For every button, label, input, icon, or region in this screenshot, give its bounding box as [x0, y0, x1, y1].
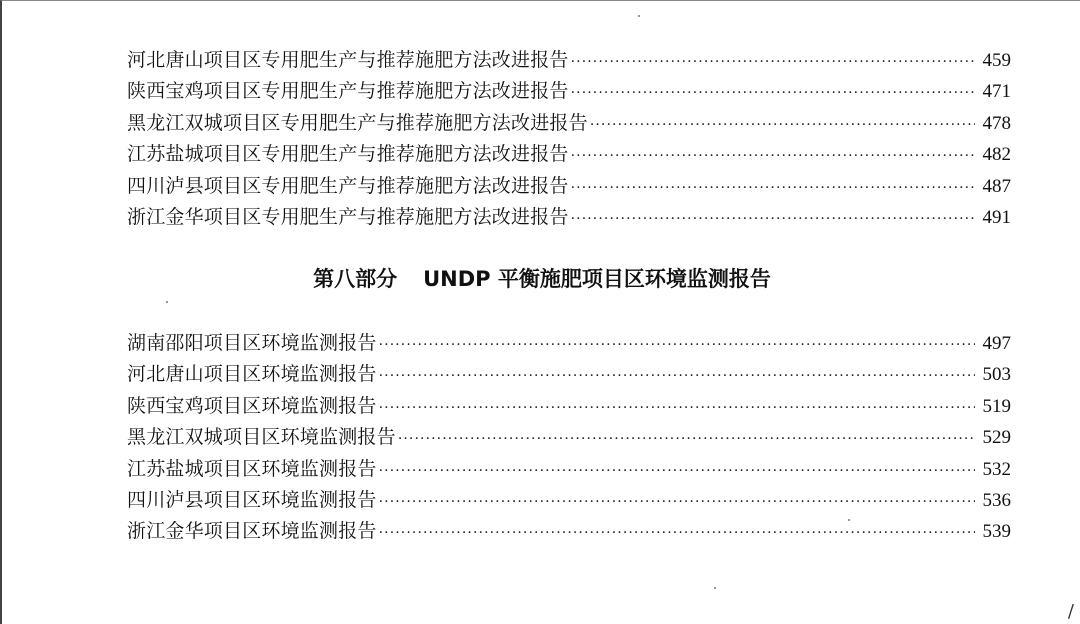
scan-speck: [714, 587, 716, 589]
toc-entry[interactable]: [127, 139, 1011, 170]
toc-page-number: 482: [982, 144, 1011, 166]
toc-entry[interactable]: [127, 202, 1011, 233]
toc-entry-title: 江苏盐城项目区专用肥生产与推荐施肥方法改进报告: [127, 143, 569, 166]
toc-entry-title: 陕西宝鸡项目区环境监测报告: [127, 394, 377, 417]
toc-page-number: 536: [982, 489, 1011, 511]
toc-entry-title: 河北唐山项目区专用肥生产与推荐施肥方法改进报告: [127, 49, 569, 71]
toc-dot-leader: [379, 456, 975, 487]
toc-dot-leader: [571, 141, 975, 172]
toc-page-number: 487: [982, 175, 1011, 197]
toc-entry-title: 河北唐山项目区环境监测报告: [127, 363, 377, 386]
toc-section-environment-reports: [127, 328, 1011, 548]
toc-entry-title: 浙江金华项目区专用肥生产与推荐施肥方法改进报告: [127, 205, 569, 228]
toc-entry[interactable]: [127, 422, 1011, 453]
scan-speck: [166, 301, 168, 303]
toc-entry[interactable]: [127, 391, 1011, 422]
toc-entry[interactable]: [127, 45, 1011, 76]
toc-dot-leader: [571, 47, 975, 78]
toc-dot-leader: [571, 204, 975, 235]
toc-page-number: 503: [982, 364, 1011, 386]
scan-speck: [848, 519, 850, 521]
part-number: 第八部分: [313, 267, 398, 291]
part-title: UNDP 平衡施肥项目区环境监测报告: [423, 267, 771, 291]
toc-page-number: 529: [982, 427, 1011, 449]
toc-page-number: 519: [982, 395, 1011, 417]
part-heading: [2, 264, 1080, 294]
toc-section-fertilizer-reports: [127, 45, 1011, 233]
toc-dot-leader: [379, 393, 975, 424]
toc-dot-leader: [571, 78, 975, 109]
scan-mark: /: [1067, 601, 1074, 622]
toc-page-number: 539: [982, 521, 1011, 543]
toc-entry[interactable]: [127, 328, 1011, 359]
toc-page-number: 532: [982, 458, 1011, 480]
toc-dot-leader: [571, 173, 975, 204]
toc-entry[interactable]: [127, 171, 1011, 202]
toc-page-number: 478: [982, 112, 1011, 134]
toc-dot-leader: [379, 361, 975, 392]
toc-page-number: 497: [982, 333, 1011, 354]
toc-dot-leader: [379, 487, 975, 518]
toc-entry-title: 黑龙江双城项目区环境监测报告: [127, 426, 396, 449]
toc-dot-leader: [590, 110, 975, 141]
toc-entry-title: 江苏盐城项目区环境监测报告: [127, 457, 377, 480]
toc-page-number: 471: [982, 81, 1011, 103]
toc-entry[interactable]: [127, 76, 1011, 107]
toc-page-number: 459: [982, 50, 1011, 71]
toc-entry[interactable]: [127, 454, 1011, 485]
toc-page-number: 491: [982, 206, 1011, 228]
toc-entry-title: 四川泸县项目区环境监测报告: [127, 488, 377, 511]
toc-entry-title: 湖南邵阳项目区环境监测报告: [127, 332, 377, 354]
scan-speck: [638, 15, 640, 17]
toc-entry-title: 四川泸县项目区专用肥生产与推荐施肥方法改进报告: [127, 174, 569, 197]
toc-entry[interactable]: [127, 108, 1011, 139]
toc-dot-leader: [379, 518, 975, 549]
toc-entry-title: 黑龙江双城项目区专用肥生产与推荐施肥方法改进报告: [127, 111, 588, 134]
toc-dot-leader: [379, 330, 975, 361]
toc-dot-leader: [398, 424, 975, 455]
toc-entry-title: 陕西宝鸡项目区专用肥生产与推荐施肥方法改进报告: [127, 80, 569, 103]
toc-entry[interactable]: [127, 485, 1011, 516]
toc-entry[interactable]: [127, 359, 1011, 390]
toc-entry[interactable]: [127, 516, 1011, 547]
toc-entry-title: 浙江金华项目区环境监测报告: [127, 520, 377, 543]
